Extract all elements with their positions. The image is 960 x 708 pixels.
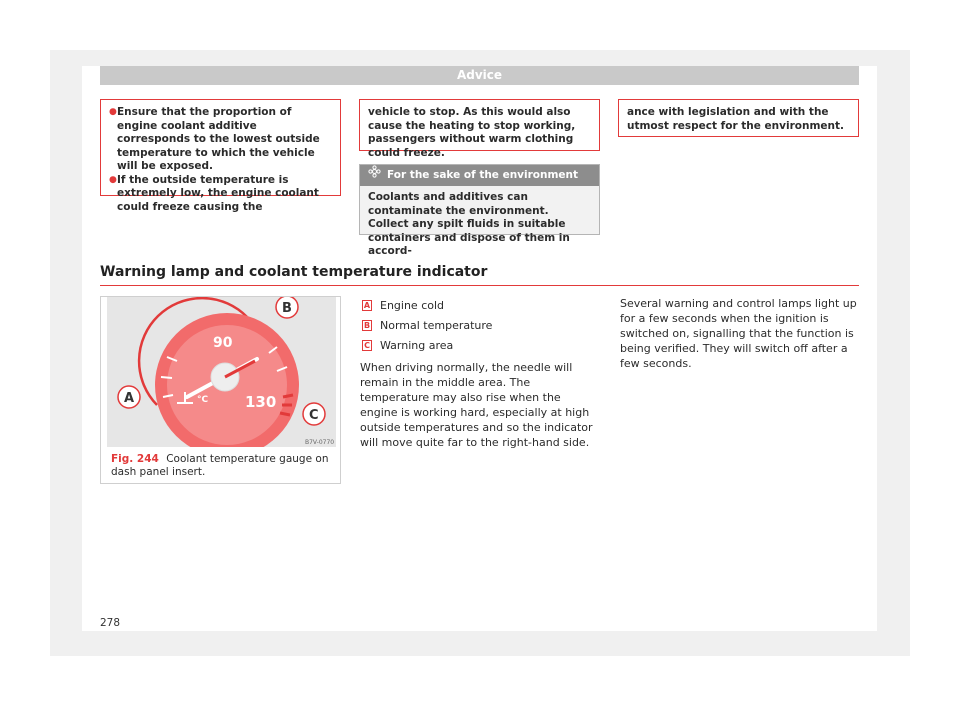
figure-caption-text: Coolant temperature gauge on dash panel insert. bbox=[111, 453, 329, 478]
gauge-label-90: 90 bbox=[213, 335, 233, 351]
advice-box-2 bbox=[359, 99, 600, 159]
advice-bullet: ● If the outside temperature is extremely low, the engine coolant could freeze causing the bbox=[109, 174, 332, 215]
legend-item bbox=[362, 336, 492, 355]
environment-note-title: For the sake of the environment bbox=[387, 169, 579, 181]
advice-text: vehicle to stop. As this would also cause the heating to stop working, passengers without warm clothing could freeze. bbox=[368, 106, 576, 159]
callout-c: C bbox=[309, 408, 319, 423]
driving-paragraph: When driving normally, the needle will remain in the middle area. The temperature may also rise when the engine is working hard, especially at high outside temperatures and so the indicator will move quite far to the right-hand side. bbox=[360, 361, 593, 449]
environment-note-header bbox=[360, 165, 599, 186]
coolant-gauge-illustration bbox=[107, 297, 336, 447]
callout-legend bbox=[362, 296, 492, 356]
figure-box bbox=[100, 296, 341, 484]
callout-b: B bbox=[282, 301, 292, 316]
legend-text: Normal temperature bbox=[380, 319, 493, 332]
figure-caption bbox=[111, 453, 333, 479]
figure-ref-code: B7V-0770 bbox=[305, 439, 335, 446]
legend-text: Warning area bbox=[380, 339, 454, 352]
gauge-label-130: 130 bbox=[245, 393, 277, 411]
advice-box-3 bbox=[618, 99, 859, 137]
legend-item bbox=[362, 316, 492, 335]
legend-text: Engine cold bbox=[380, 299, 445, 312]
environment-note-body: Coolants and additives can contaminate the environment. Collect any spilt fluids in suitable containers and dispose of them in accord- bbox=[368, 191, 570, 257]
legend-item bbox=[362, 296, 492, 315]
section-title: Warning lamp and coolant temperature indicator bbox=[100, 264, 488, 280]
advice-text: ance with legislation and with the utmost respect for the environment. bbox=[627, 106, 844, 132]
figure-number: Fig. 244 bbox=[111, 453, 159, 465]
advice-bullet: ● Ensure that the proportion of engine coolant additive corresponds to the lowest outside temperature to which the vehicle will be exposed. bbox=[109, 106, 332, 174]
legend-key: C bbox=[362, 340, 372, 351]
legend-key: A bbox=[363, 301, 371, 310]
section-divider bbox=[100, 285, 859, 286]
environment-note bbox=[359, 164, 600, 257]
page-number: 278 bbox=[100, 617, 121, 629]
callout-a: A bbox=[124, 391, 135, 406]
advice-box-1 bbox=[100, 99, 341, 213]
section-header: Advice bbox=[100, 66, 859, 85]
warning-lamps-paragraph: Several warning and control lamps light up for a few seconds when the ignition is switched on, signalling that the function is being verified. They will switch off after a few seconds. bbox=[620, 297, 857, 370]
gauge-unit-label: °C bbox=[197, 395, 209, 405]
leaf-flower-icon bbox=[368, 165, 381, 186]
legend-key: B bbox=[363, 321, 371, 330]
